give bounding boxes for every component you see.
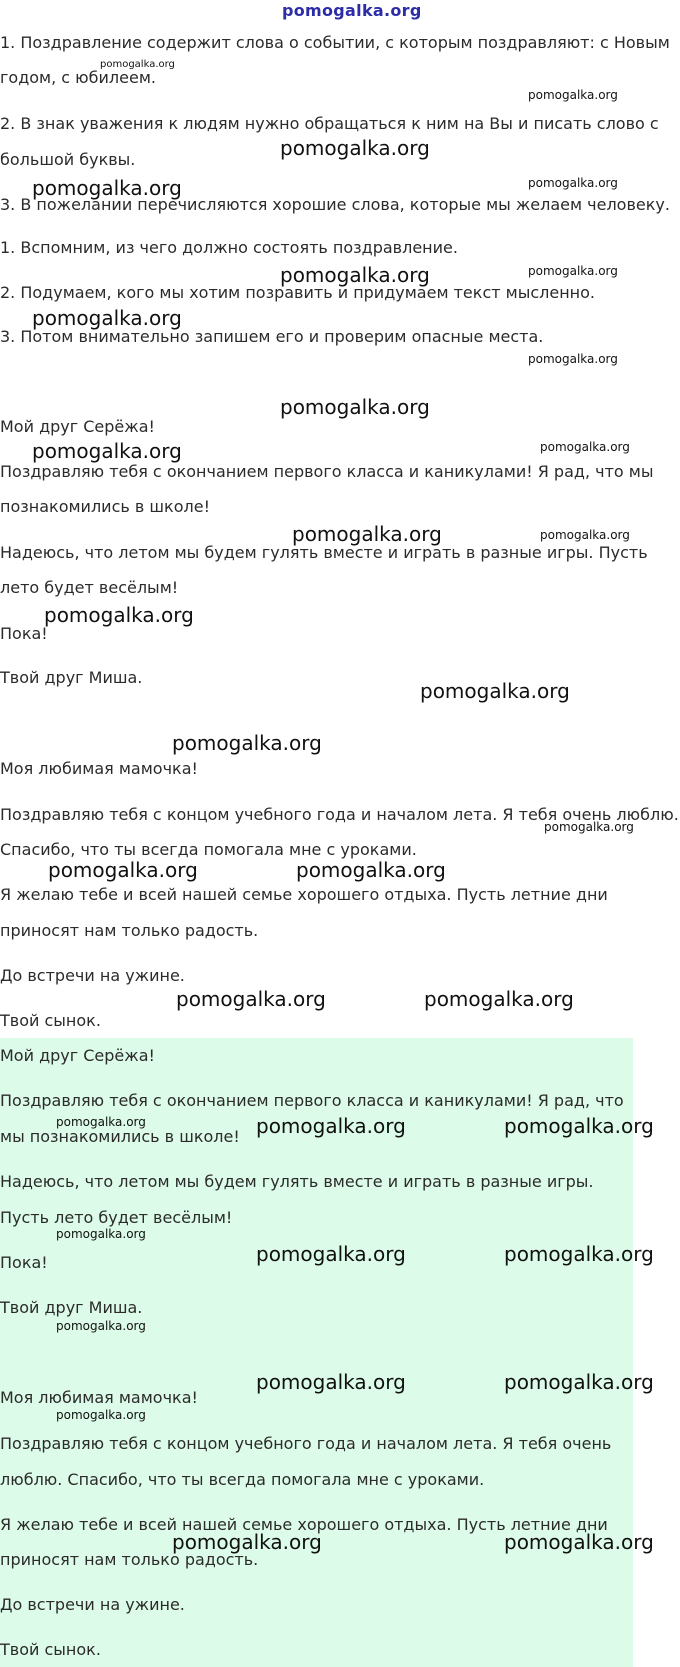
answer1-signature: Твой друг Миша. [0,1298,143,1317]
watermark: pomogalka.org [280,263,430,287]
watermark: pomogalka.org [256,1370,406,1394]
letter1-signature: Твой друг Миша. [0,668,143,687]
answer2-body2-line2: приносят нам только радость. [0,1550,259,1569]
watermark: pomogalka.org [528,88,618,102]
watermark: pomogalka.org [100,59,175,70]
watermark: pomogalka.org [540,528,630,542]
letter2-body2-line1: Я желаю тебе и всей нашей семье хорошего отдыха. Пусть летние дни [0,885,608,904]
watermark: pomogalka.org [56,1319,146,1333]
watermark: pomogalka.org [528,352,618,366]
site-link[interactable]: pomogalka.org [282,1,422,20]
rule-line-1: 1. Поздравление содержит слова о событии, с которым поздравляют: с Новым [0,33,670,52]
watermark: pomogalka.org [56,1408,146,1422]
watermark: pomogalka.org [504,1370,654,1394]
watermark: pomogalka.org [280,136,430,160]
watermark: pomogalka.org [32,176,182,200]
watermark: pomogalka.org [56,1115,146,1129]
watermark: pomogalka.org [420,679,570,703]
watermark: pomogalka.org [32,306,182,330]
watermark: pomogalka.org [56,1227,146,1241]
watermark: pomogalka.org [172,731,322,755]
watermark: pomogalka.org [528,264,618,278]
step-line-2: 2. Подумаем, кого мы хотим позравить и придумаем текст мысленно. [0,283,596,302]
answer1-body1-line2: мы познакомились в школе! [0,1127,240,1146]
letter1-body1-line2: познакомились в школе! [0,497,210,516]
watermark: pomogalka.org [504,1242,654,1266]
watermark: pomogalka.org [540,440,630,454]
rule-line-5: 3. В пожелании перечисляются хорошие слова, которые мы желаем человеку. [0,195,670,214]
answer1-greeting: Мой друг Серёжа! [0,1046,155,1065]
step-line-3: 3. Потом внимательно запишем его и проверим опасные места. [0,327,544,346]
rule-line-2: годом, с юбилеем. [0,68,156,87]
answer2-body2-line1: Я желаю тебе и всей нашей семье хорошего отдыха. Пусть летние дни [0,1515,608,1534]
watermark: pomogalka.org [292,522,442,546]
watermark: pomogalka.org [296,858,446,882]
answer2-body1-line1: Поздравляю тебя с концом учебного года и началом лета. Я тебя очень [0,1434,612,1453]
letter2-closing: До встречи на ужине. [0,966,185,985]
watermark: pomogalka.org [32,439,182,463]
answer2-closing: До встречи на ужине. [0,1595,185,1614]
letter2-signature: Твой сынок. [0,1011,101,1030]
rule-line-3: 2. В знак уважения к людям нужно обращаться к ним на Вы и писать слово с [0,114,659,133]
letter1-closing: Пока! [0,624,48,643]
watermark: pomogalka.org [504,1114,654,1138]
rule-line-4: большой буквы. [0,150,136,169]
answer2-signature: Твой сынок. [0,1640,101,1659]
letter1-body1-line1: Поздравляю тебя с окончанием первого класса и каникулами! Я рад, что мы [0,462,654,481]
watermark: pomogalka.org [48,858,198,882]
watermark: pomogalka.org [44,603,194,627]
answer1-body2-line2: Пусть лето будет весёлым! [0,1208,233,1227]
watermark: pomogalka.org [256,1242,406,1266]
answer1-body1-line1: Поздравляю тебя с окончанием первого класса и каникулами! Я рад, что [0,1091,624,1110]
letter1-greeting: Мой друг Серёжа! [0,417,155,436]
letter2-body1-line1: Поздравляю тебя с концом учебного года и началом лета. Я тебя очень люблю. [0,805,679,824]
answer1-closing: Пока! [0,1253,48,1272]
watermark: pomogalka.org [424,987,574,1011]
answer2-greeting: Моя любимая мамочка! [0,1388,198,1407]
letter1-body2-line2: лето будет весёлым! [0,578,179,597]
watermark: pomogalka.org [176,987,326,1011]
letter1-body2-line1: Надеюсь, что летом мы будем гулять вместе и играть в разные игры. Пусть [0,543,648,562]
answer2-body1-line2: люблю. Спасибо, что ты всегда помогала мне с уроками. [0,1470,485,1489]
watermark: pomogalka.org [256,1114,406,1138]
letter2-body1-line2: Спасибо, что ты всегда помогала мне с уроками. [0,840,417,859]
letter2-body2-line2: приносят нам только радость. [0,921,259,940]
watermark: pomogalka.org [280,395,430,419]
watermark: pomogalka.org [544,820,634,834]
answer1-body2-line1: Надеюсь, что летом мы будем гулять вместе и играть в разные игры. [0,1172,594,1191]
watermark: pomogalka.org [528,176,618,190]
letter2-greeting: Моя любимая мамочка! [0,759,198,778]
watermark: pomogalka.org [172,1530,322,1554]
step-line-1: 1. Вспомним, из чего должно состоять поздравление. [0,238,458,257]
watermark: pomogalka.org [504,1530,654,1554]
